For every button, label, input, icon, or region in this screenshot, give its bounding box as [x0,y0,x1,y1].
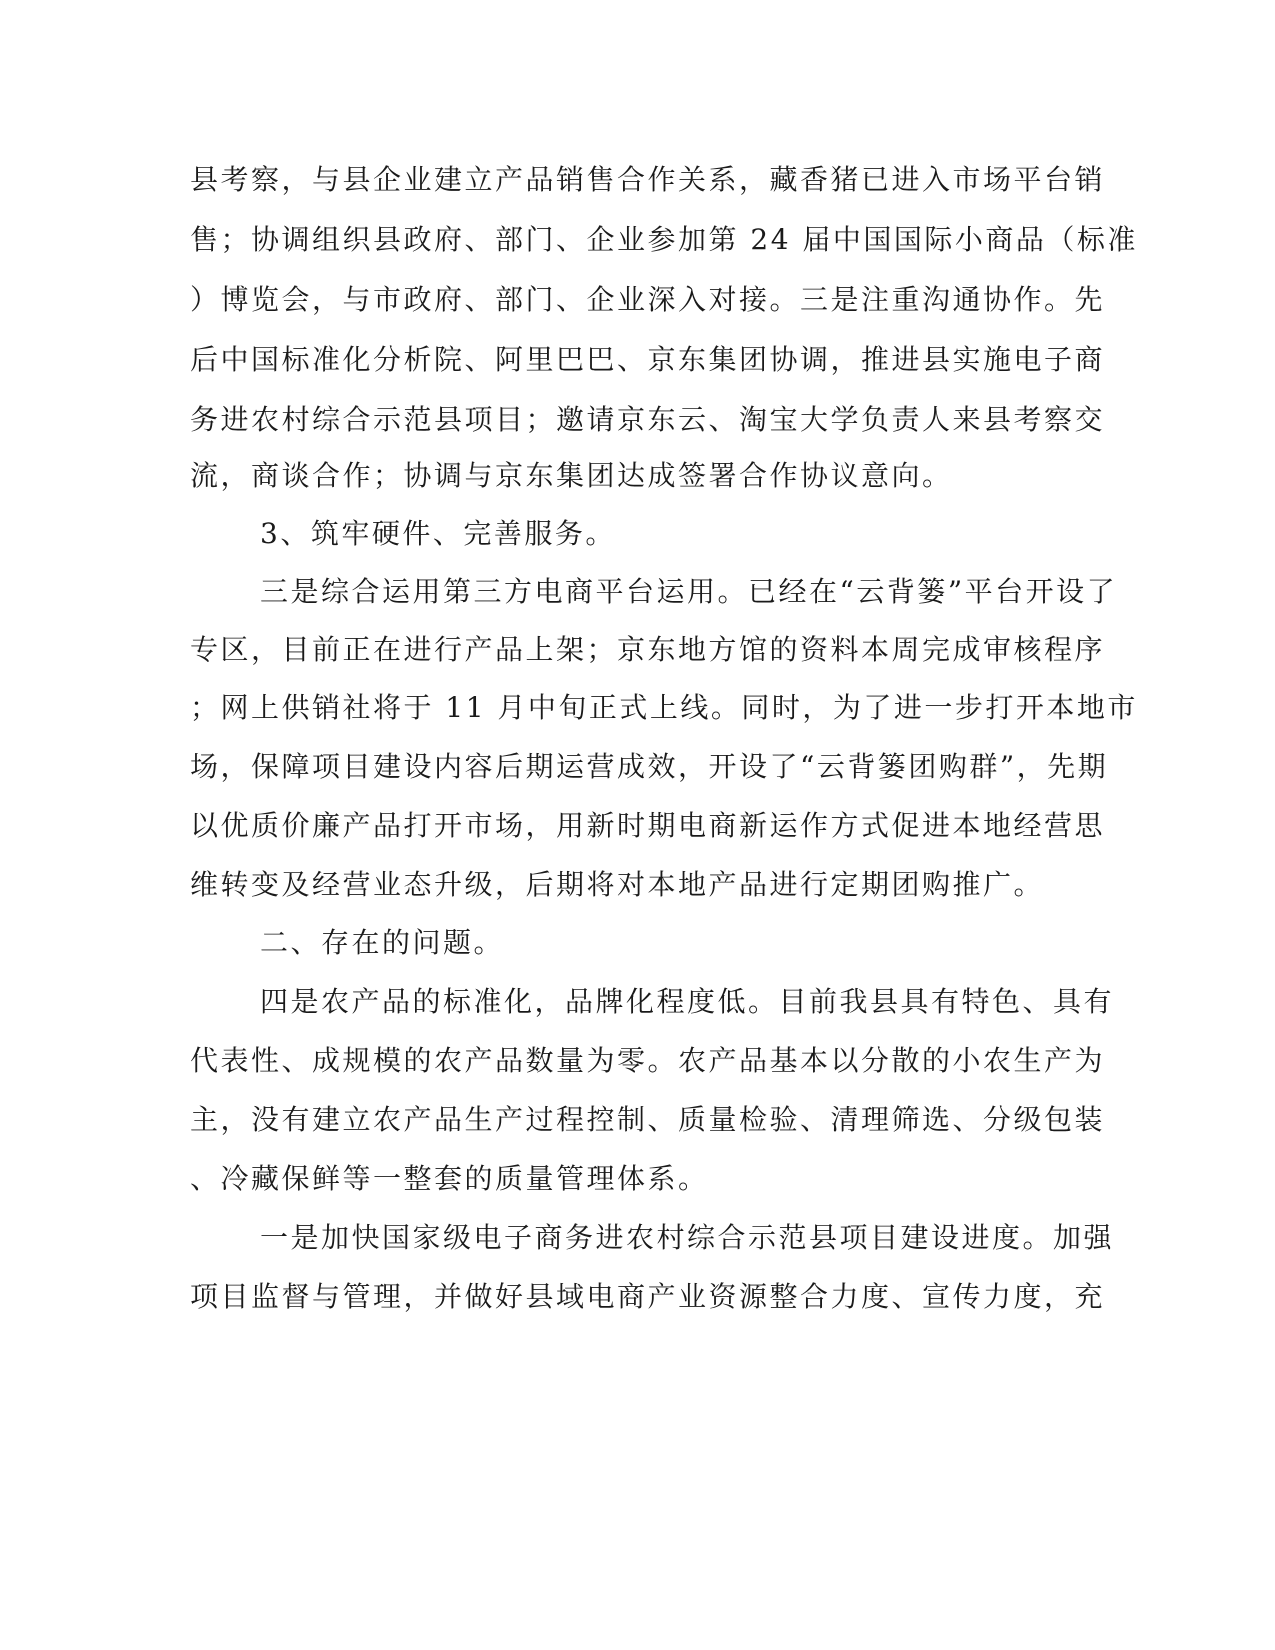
body-text-line: ；网上供销社将于 11 月中旬正式上线。同时，为了进一步打开本地市 [190,691,1138,724]
body-text-line: 专区，目前正在进行产品上架；京东地方馆的资料本周完成审核程序 [190,633,1106,666]
body-text-line: 主，没有建立农产品生产过程控制、质量检验、清理筛选、分级包装 [190,1103,1106,1136]
body-text-line: 代表性、成规模的农产品数量为零。农产品基本以分散的小农生产为 [190,1044,1106,1077]
body-text-line: 维转变及经营业态升级，后期将对本地产品进行定期团购推广。 [190,868,1045,901]
body-text-line: 场，保障项目建设内容后期运营成效，开设了“云背篓团购群”，先期 [190,750,1109,783]
body-text-line: 以优质价廉产品打开市场，用新时期电商新运作方式促进本地经营思 [190,809,1106,842]
body-text-line: 售；协调组织县政府、部门、企业参加第 24 届中国国际小商品（标准 [190,223,1138,256]
body-text-line: 务进农村综合示范县项目；邀请京东云、淘宝大学负责人来县考察交 [190,403,1106,436]
body-text-line: 后中国标准化分析院、阿里巴巴、京东集团协调，推进县实施电子商 [190,343,1106,376]
body-text-line: 、冷藏保鲜等一整套的质量管理体系。 [190,1162,709,1195]
body-text-line: 三是综合运用第三方电商平台运用。已经在“云背篓”平台开设了 [260,575,1118,608]
body-text-line: 流，商谈合作；协调与京东集团达成签署合作协议意向。 [190,459,953,492]
section-heading: 3、筑牢硬件、完善服务。 [260,517,616,550]
body-text-line: 四是农产品的标准化，品牌化程度低。目前我县具有特色、具有 [260,985,1115,1018]
body-text-line: 项目监督与管理，并做好县域电商产业资源整合力度、宣传力度，充 [190,1280,1106,1313]
body-text-line: 一是加快国家级电子商务进农村综合示范县项目建设进度。加强 [260,1221,1115,1254]
section-heading: 二、存在的问题。 [260,926,505,959]
body-text-line: ）博览会，与市政府、部门、企业深入对接。三是注重沟通协作。先 [190,283,1106,316]
body-text-line: 县考察，与县企业建立产品销售合作关系，藏香猪已进入市场平台销 [190,163,1106,196]
